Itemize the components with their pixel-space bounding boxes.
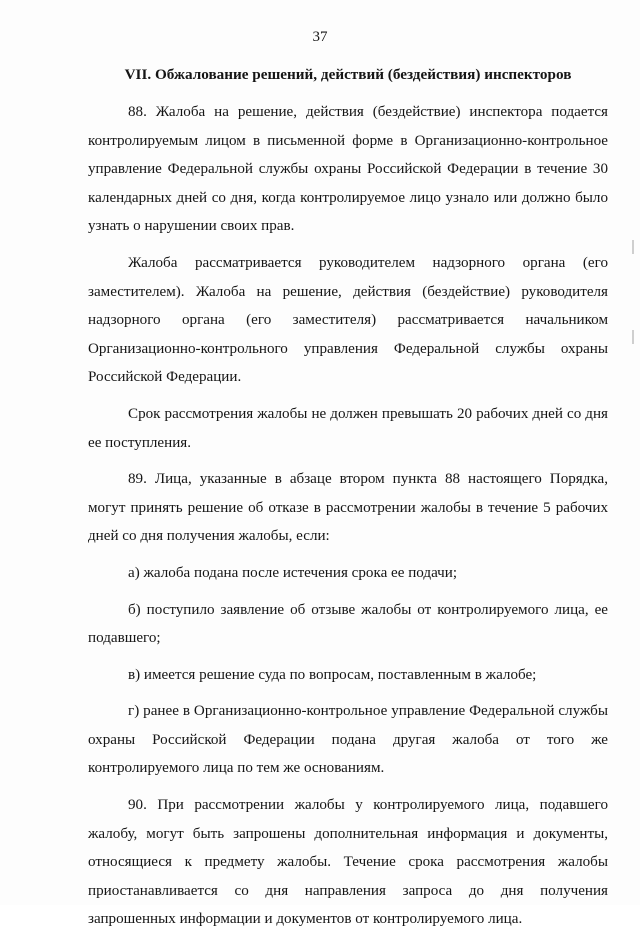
section-title: VII. Обжалование решений, действий (бездействия) инспекторов — [124, 66, 572, 83]
paragraph-88-term: Срок рассмотрения жалобы не должен превышать 20 рабочих дней со дня ее поступления. — [88, 405, 608, 451]
paragraph-89-item-b: б) поступило заявление об отзыве жалобы от контролируемого лица, ее подавшего; — [88, 601, 608, 647]
paragraph-89: 89. Лица, указанные в абзаце втором пункта 88 настоящего Порядка, могут принять решение об отказе в рассмотрении жалобы в течение 5 рабочих дней со дня получения жалобы, если: — [88, 471, 608, 545]
paragraph-89-item-g: г) ранее в Организационно-контрольное управление Федеральной службы охраны Российской Федерации подана другая жалоба от того же контролируемого лица по тем же основаниям. — [88, 703, 608, 777]
paragraph-89-item-a: а) жалоба подана после истечения срока ее подачи; — [128, 564, 458, 581]
page-number: 37 — [312, 29, 328, 45]
scan-edge-mark — [632, 330, 634, 344]
paragraph-88: 88. Жалоба на решение, действия (бездействие) инспектора подается контролируемым лицом в письменной форме в Организационно-контрольное управление Федеральной службы охраны Российской Федерации в течение 30 календарных дней со дня, когда контролируемое лицо узнало или должно было узнать о нарушении своих прав. — [88, 104, 608, 235]
document-body — [88, 98, 608, 934]
scan-edge-mark — [632, 240, 634, 254]
paragraph-90: 90. При рассмотрении жалобы у контролируемого лица, подавшего жалобу, могут быть запрошены дополнительная информация и документы, относящиеся к предмету жалобы. Течение срока рассмотрения жалобы приостанавливается со дня направления запроса до дня получения запрошенных информации и документов от контролируемого лица. — [88, 797, 608, 928]
paragraph-89-item-v: в) имеется решение суда по вопросам, поставленным в жалобе; — [128, 666, 537, 683]
paragraph-88-review: Жалоба рассматривается руководителем надзорного органа (его заместителем). Жалоба на решение, действия (бездействие) руководителя надзорного органа (его заместителя) рассматривается начальником Организационно-контрольного управления Федеральной службы охраны Российской Федерации. — [88, 254, 608, 386]
